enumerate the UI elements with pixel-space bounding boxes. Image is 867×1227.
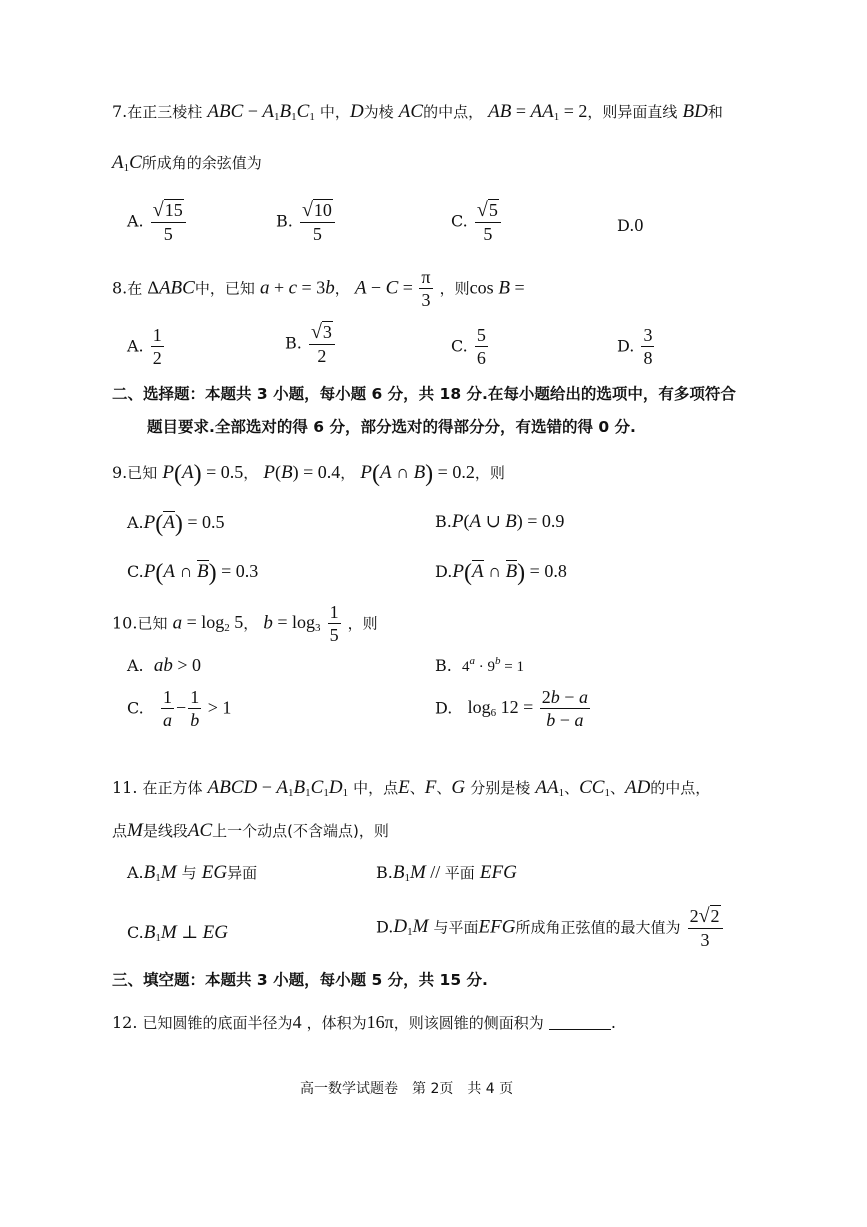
page-footer: 高一数学试题卷 第 2页 共 4 页: [300, 1081, 514, 1097]
answer-blank[interactable]: [549, 1029, 611, 1030]
question-7-line1: 7.在正三棱柱 ABC − $A_1B_1C_1$ 中，D为棱 AC的中点， AB = $AA_1 = 2$，则异面直线 BD和: [112, 101, 723, 123]
question-9-option-d: D.P(A ∩ B) = 0.8: [435, 560, 567, 586]
question-12-line1: 12. 已知圆锥的底面半径为4 ，体积为16π，则该圆锥的侧面积为 .: [112, 1012, 616, 1032]
question-9-option-a: A.P(A) = 0.5: [127, 511, 225, 537]
question-10-line1: 10.已知 $a = \log_2 5$， $b = \log_3$ $\frac{1}{5}$ ，则: [112, 602, 378, 645]
question-9-option-c: C.P(A ∩ B) = 0.3: [127, 560, 259, 586]
question-10-option-b: B. $4^a \cdot 9^b = 1$: [435, 655, 524, 675]
question-9-line1: 9.已知 P(A) = 0.5， P(B) = 0.4， P(A ∩ B) = 0.2，则: [112, 461, 505, 487]
section-2-heading-line1: 二、选择题：本题共 3 小题，每小题 6 分，共 18 分.在每小题给出的选项中，有多项符合: [112, 385, 736, 403]
question-7-option-c: C. $\frac{√5}{5}$: [451, 200, 503, 244]
question-8-line1: 8.在 ΔABC中，已知 a + c = 3b， A − C = $\frac{\pi}{3}$ ，则cos B =: [112, 267, 525, 310]
question-8-option-b: B. $\frac{√3}{2}$: [285, 322, 337, 366]
question-11-line2: 点M是线段AC上一个动点(不含端点)，则: [112, 820, 389, 841]
section-2-heading-line2: 题目要求.全部选对的得 6 分，部分选对的得部分分，有选错的得 0 分.: [147, 418, 636, 436]
question-7-option-b: B. $\frac{√10}{5}$: [276, 200, 337, 244]
question-11-option-d: $D.D_1M$ 与平面EFG所成角正弦值的最大值为 $\frac{2√2}{3}$: [376, 906, 725, 950]
question-9-option-b: B.P(A ∪ B) = 0.9: [435, 511, 565, 532]
question-11-option-a: $A.B_1M$ 与 EG异面: [127, 862, 258, 884]
question-8-option-c: C. $\frac{5}{6}$: [451, 325, 486, 368]
section-3-heading: 三、填空题：本题共 3 小题，每小题 5 分，共 15 分.: [112, 971, 488, 989]
question-11-option-b: $B.B_1M$ // 平面 EFG: [376, 862, 517, 884]
question-8-option-d: D. $\frac{3}{8}$: [617, 325, 653, 368]
question-11-option-c: $C.B_1M$ ⊥ EG: [127, 922, 228, 944]
question-10-option-c: C. $\frac{1}{a}$ − $\frac{1}{b}$ > 1: [127, 687, 232, 730]
question-10-option-a: A. ab > 0: [127, 655, 201, 676]
question-7-option-a: A. $\frac{√15}{5}$: [127, 200, 188, 244]
question-11-line1: 11. 在正方体 ABCD − $A_1B_1C_1D_1$ 中，点E、F、G 分别是棱 $AA_1$、$CC_1$、AD的中点，: [112, 777, 711, 799]
question-8-option-a: A. $\frac{1}{2}$: [127, 325, 162, 368]
question-7-line2: $A_1C$所成角的余弦值为: [112, 152, 262, 174]
question-7-option-d: D.0: [617, 215, 644, 235]
question-10-option-d: D. $\log_6 12$ = $\frac{2b - a}{b - a}$: [435, 687, 588, 730]
